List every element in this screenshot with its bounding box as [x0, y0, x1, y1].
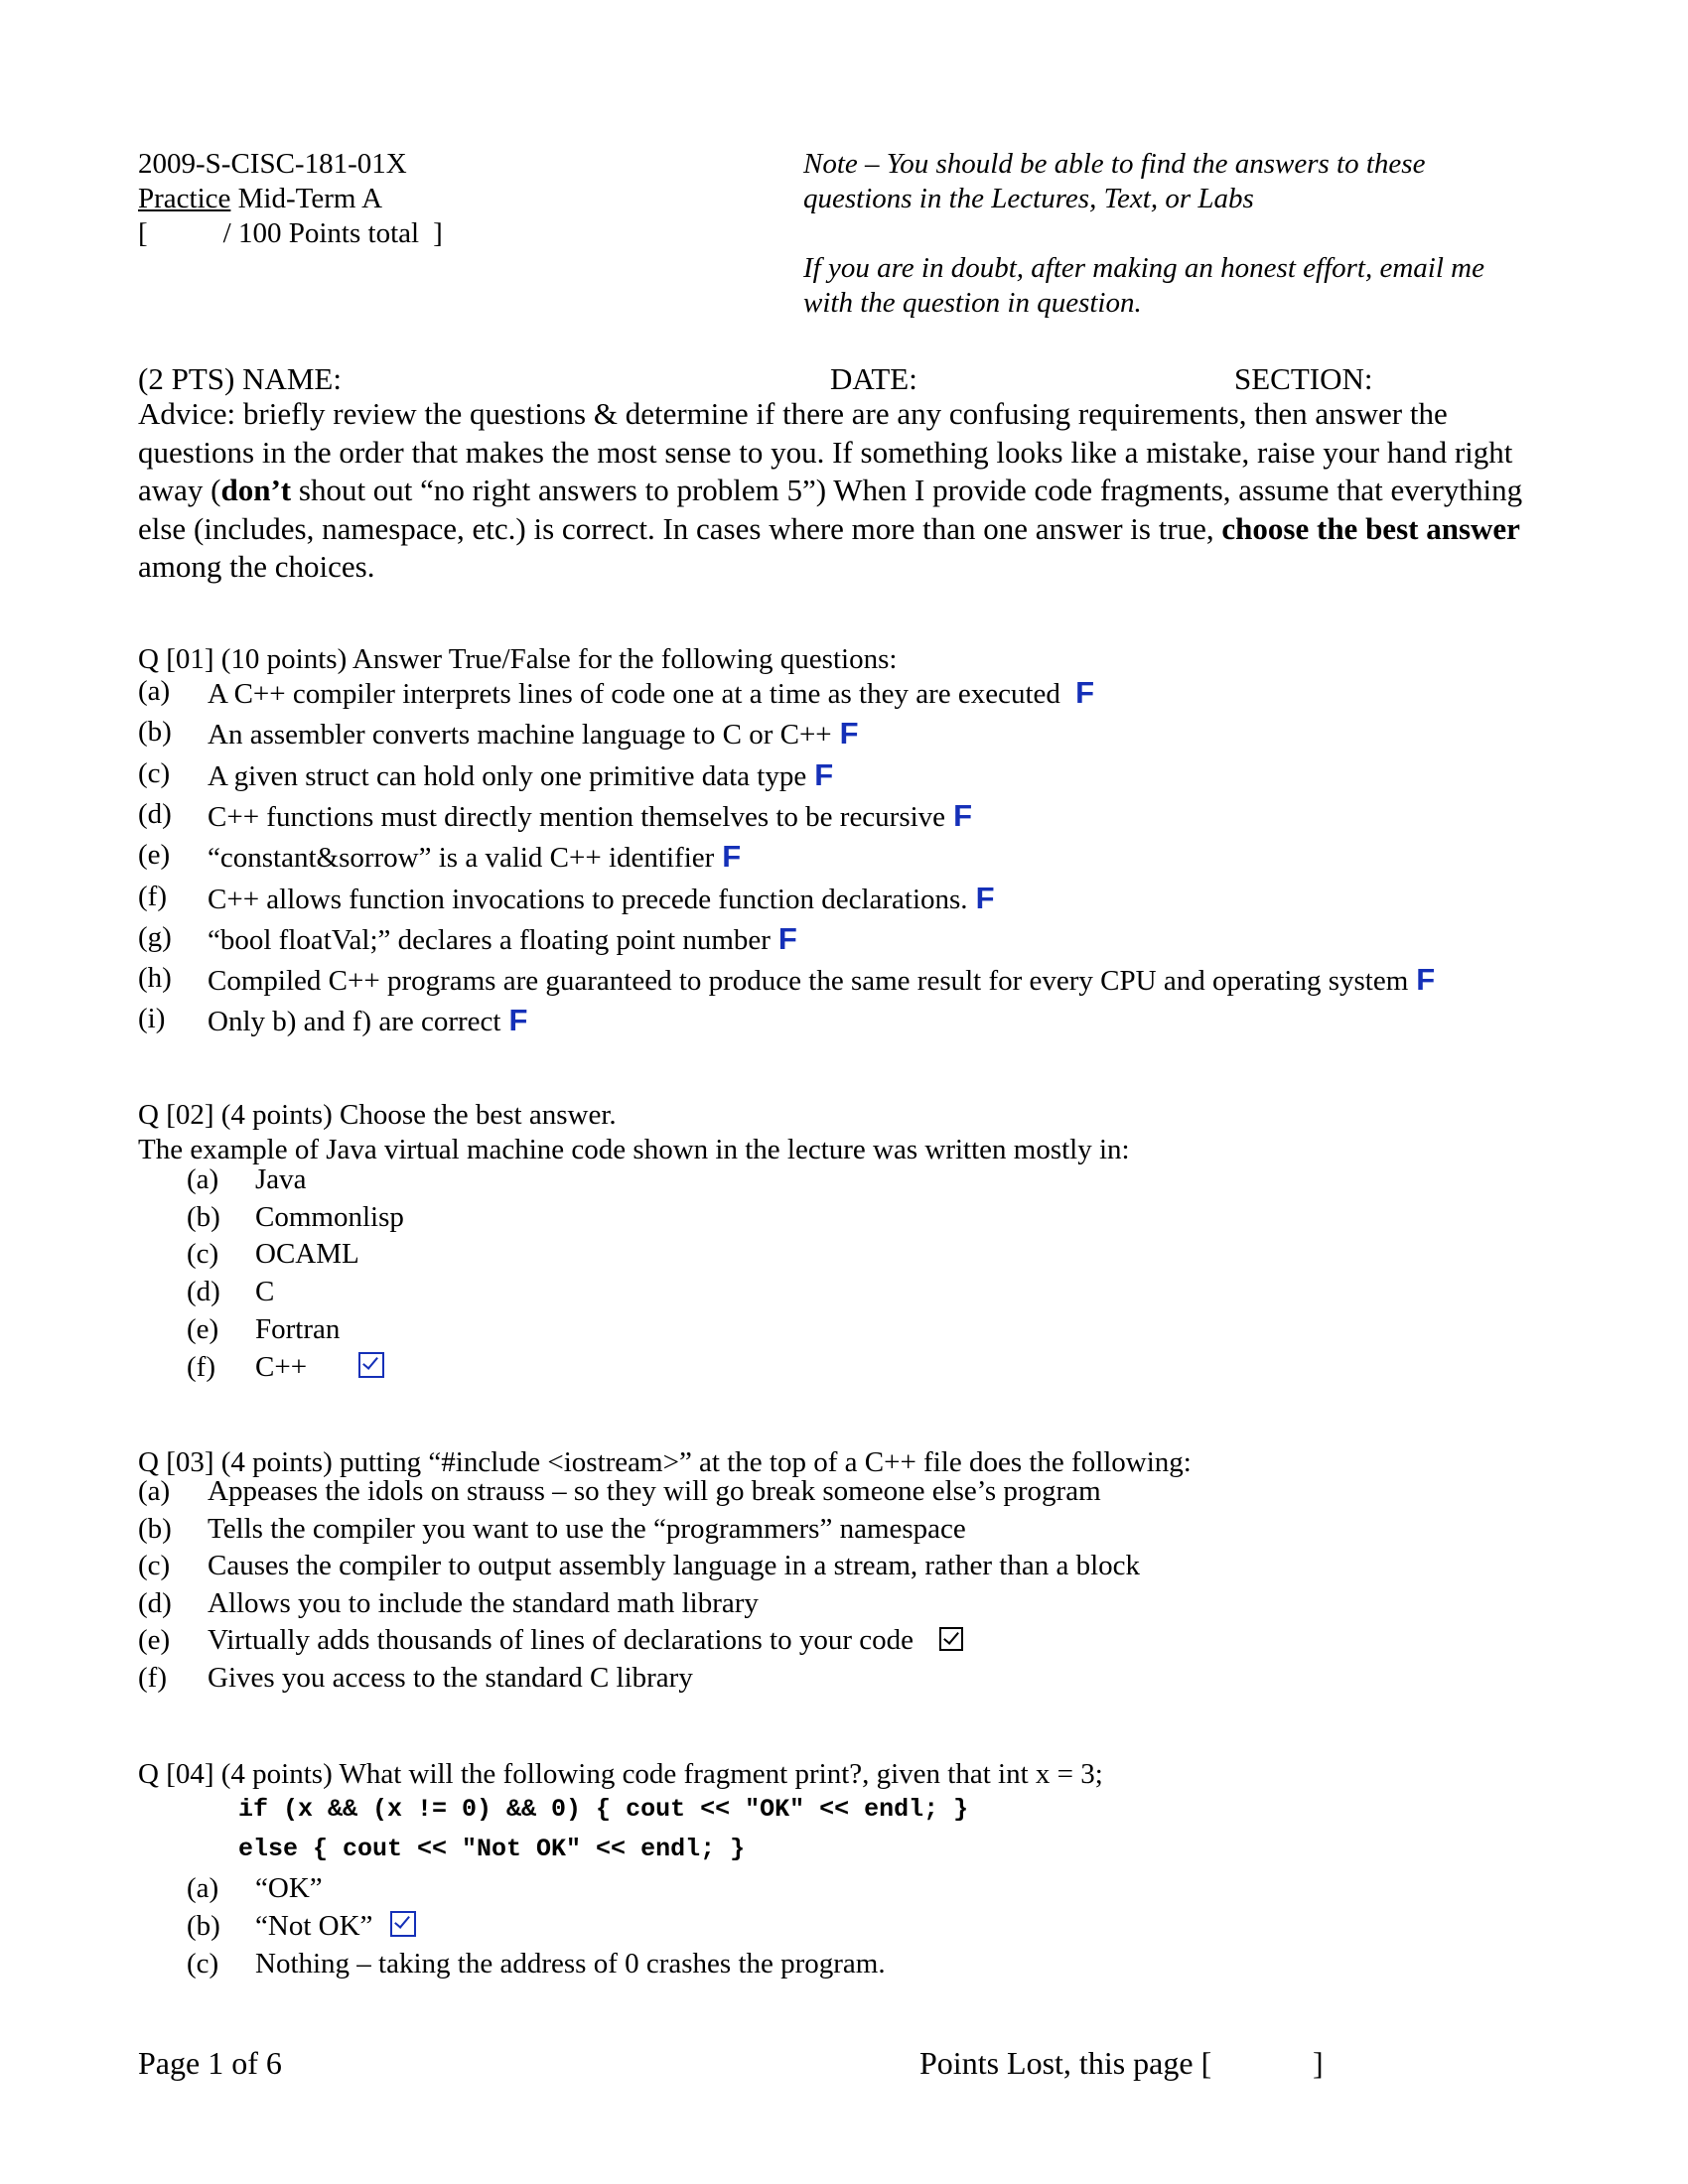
points-lost-label: Points Lost, this page [ — [919, 2045, 1212, 2081]
bracket-close: ] — [433, 217, 443, 249]
q01-title: Q [01] (10 points) Answer True/False for the following questions: — [138, 643, 898, 675]
option-text — [208, 1475, 1101, 1508]
option-text-value: Fortran — [255, 1312, 341, 1345]
choice-option — [138, 1587, 1528, 1625]
option-text — [208, 1550, 1140, 1582]
option-text — [208, 757, 833, 793]
course-code: 2009-S-CISC-181-01X — [138, 148, 407, 180]
option-text-value: “bool floatVal;” declares a floating point number — [208, 923, 771, 956]
points-lost-close: ] — [1313, 2045, 1324, 2081]
choice-option — [187, 1163, 1577, 1201]
option-letter: (b) — [187, 1200, 220, 1233]
option-text-value: C++ allows function invocations to precede function declarations. — [208, 883, 968, 915]
option-text — [255, 1163, 307, 1196]
exam-note — [803, 147, 1484, 321]
choice-option — [187, 1313, 1577, 1351]
choice-option — [138, 1624, 1528, 1662]
option-letter: (f) — [138, 1662, 167, 1694]
choice-option — [138, 1475, 1528, 1513]
date-field-label: DATE: — [830, 361, 917, 396]
choice-option — [187, 1238, 1577, 1276]
option-text — [208, 1624, 963, 1657]
option-letter: (g) — [138, 920, 172, 953]
option-text — [208, 921, 797, 957]
option-text — [208, 839, 741, 875]
practice-label: Practice — [138, 183, 231, 214]
option-text-value: “OK” — [255, 1872, 323, 1904]
answer-false-mark: F — [814, 756, 834, 792]
exam-title — [138, 182, 443, 216]
checkbox-checked-icon — [939, 1627, 963, 1651]
choice-option — [138, 1513, 1528, 1551]
exam-header — [138, 147, 443, 251]
name-field-label: (2 PTS) NAME: — [138, 361, 342, 396]
tf-item — [138, 1003, 1528, 1043]
option-text-value: Allows you to include the standard math library — [208, 1586, 759, 1619]
checkbox-checked-icon — [358, 1352, 384, 1378]
tf-item — [138, 921, 1528, 962]
option-text-value: C++ — [255, 1350, 308, 1383]
option-letter: (d) — [138, 1586, 172, 1619]
advice-paragraph: Advice: briefly review the questions & determine if there are any confusing requirements, then answer the questions in the order that makes the most sense to you. If something looks like a mistake, raise your hand right away (don’t shout out “no right answers to problem 5”) When I provide code fragments, assume that everything else (includes, namespace, etc.) is correct. In cases where more than one answer is true, choose the best answer among the choices. — [138, 396, 1523, 584]
option-letter: (e) — [138, 839, 171, 872]
option-text-value: A C++ compiler interprets lines of code one at a time as they are executed — [208, 678, 1068, 710]
option-letter: (c) — [187, 1238, 219, 1271]
code-line: if (x && (x != 0) && 0) { cout << "OK" << endl; } — [238, 1795, 969, 1824]
answer-false-mark: F — [1416, 962, 1436, 998]
option-letter: (f) — [138, 880, 167, 912]
choice-option — [187, 1201, 1577, 1239]
option-text — [208, 798, 972, 834]
option-text-value: Commonlisp — [255, 1200, 404, 1233]
doubt-line: with the question in question. — [803, 287, 1142, 319]
checkbox-checked-icon — [390, 1911, 416, 1937]
answer-false-mark: F — [1075, 675, 1095, 710]
choice-option — [138, 1550, 1528, 1587]
answer-false-mark: F — [777, 920, 797, 956]
section-field-label: SECTION: — [1234, 361, 1373, 396]
choice-option — [187, 1276, 1577, 1313]
option-text-value: An assembler converts machine language to C or C++ — [208, 719, 832, 751]
option-text — [255, 1948, 886, 1980]
option-text-value: OCAML — [255, 1238, 359, 1271]
option-text — [208, 962, 1435, 998]
option-text — [208, 675, 1094, 711]
option-text-value: C — [255, 1276, 275, 1308]
points-total: / 100 Points total — [222, 217, 420, 249]
option-text-value: “Not OK” — [255, 1910, 373, 1942]
option-text-value: Appeases the idols on strauss – so they will go break someone else’s program — [208, 1475, 1101, 1507]
q02-question: The example of Java virtual machine code shown in the lecture was written mostly in: — [138, 1134, 1130, 1165]
answer-false-mark: F — [975, 880, 995, 915]
tf-item — [138, 839, 1528, 880]
option-letter: (b) — [187, 1910, 220, 1942]
code-line: else { cout << "Not OK" << endl; } — [238, 1835, 746, 1863]
doubt-line: If you are in doubt, after making an honest effort, email me — [803, 252, 1484, 284]
option-letter: (d) — [138, 797, 172, 830]
q02-title: Q [02] (4 points) Choose the best answer. — [138, 1099, 617, 1131]
answer-false-mark: F — [953, 797, 972, 833]
option-text-value: Causes the compiler to output assembly language in a stream, rather than a block — [208, 1550, 1141, 1582]
tf-item — [138, 757, 1528, 798]
option-text-value: “constant&sorrow” is a valid C++ identifier — [208, 842, 715, 875]
option-text — [255, 1276, 274, 1308]
option-text — [208, 1513, 966, 1546]
option-text-value: Compiled C++ programs are guaranteed to produce the same result for every CPU and operating system — [208, 965, 1409, 998]
option-letter: (c) — [138, 1550, 171, 1582]
option-text — [255, 1351, 384, 1384]
tf-item — [138, 962, 1528, 1003]
option-text — [208, 881, 995, 916]
option-text-value: Java — [255, 1163, 307, 1195]
option-letter: (b) — [138, 716, 172, 749]
option-letter: (d) — [187, 1276, 220, 1308]
option-letter: (c) — [187, 1948, 219, 1979]
option-text — [255, 1872, 323, 1905]
option-text — [208, 1003, 527, 1038]
choice-option — [187, 1948, 1577, 1985]
option-text — [208, 1662, 693, 1695]
option-letter: (i) — [138, 1003, 166, 1035]
option-text-value: C++ functions must directly mention themselves to be recursive — [208, 800, 946, 833]
option-text-value: A given struct can hold only one primitive data type — [208, 759, 807, 792]
option-letter: (b) — [138, 1512, 172, 1545]
option-text — [208, 1587, 759, 1620]
option-text — [255, 1238, 359, 1271]
answer-false-mark: F — [839, 716, 859, 751]
option-text — [208, 716, 859, 751]
option-text — [255, 1313, 340, 1346]
option-letter: (f) — [187, 1350, 215, 1383]
option-letter: (e) — [138, 1624, 171, 1657]
tf-item — [138, 716, 1528, 756]
option-text-value: Tells the compiler you want to use the “programmers” namespace — [208, 1512, 966, 1545]
q04-title: Q [04] (4 points) What will the following code fragment print?, given that int x = 3; — [138, 1758, 1103, 1790]
note-line: questions in the Lectures, Text, or Labs — [803, 183, 1254, 214]
option-letter: (h) — [138, 962, 172, 995]
option-text-value: Gives you access to the standard C library — [208, 1662, 693, 1694]
exam-name: Mid-Term A — [230, 183, 383, 214]
choice-option — [187, 1351, 1577, 1389]
note-line: Note – You should be able to find the answers to these — [803, 148, 1426, 180]
option-text-value: Only b) and f) are correct — [208, 1006, 501, 1038]
option-letter: (a) — [138, 1475, 171, 1507]
choice-option — [138, 1662, 1528, 1700]
tf-item — [138, 675, 1528, 716]
tf-item — [138, 798, 1528, 839]
answer-false-mark: F — [722, 839, 742, 875]
choice-option — [187, 1910, 1577, 1948]
tf-item — [138, 881, 1528, 921]
q03-title: Q [03] (4 points) putting “#include <iostream>” at the top of a C++ file does the following: — [138, 1446, 1192, 1478]
bracket-open: [ — [138, 217, 148, 249]
option-text — [255, 1910, 416, 1943]
page-number: Page 1 of 6 — [138, 2045, 282, 2081]
option-text-value: Nothing – taking the address of 0 crashes the program. — [255, 1948, 886, 1979]
choice-option — [187, 1872, 1577, 1910]
option-text — [255, 1201, 404, 1234]
option-letter: (e) — [187, 1312, 219, 1345]
option-letter: (a) — [187, 1872, 219, 1904]
answer-false-mark: F — [508, 1003, 528, 1038]
option-letter: (a) — [187, 1163, 219, 1195]
points-total-line — [138, 216, 443, 251]
option-letter: (a) — [138, 675, 171, 707]
option-letter: (c) — [138, 756, 171, 789]
option-text-value: Virtually adds thousands of lines of declarations to your code — [208, 1624, 914, 1657]
